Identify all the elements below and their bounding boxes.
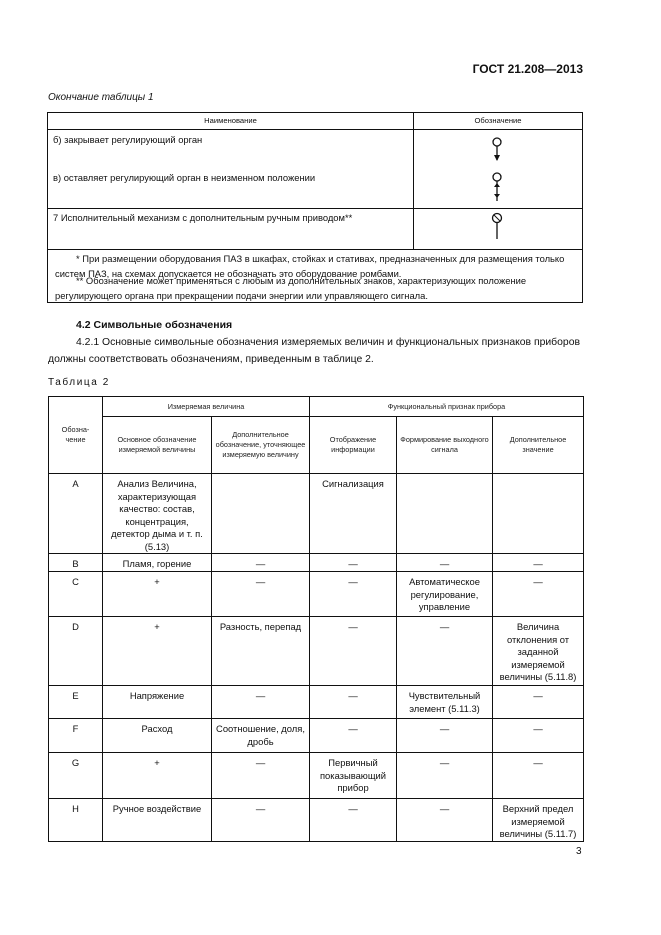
cell-output: — [397,719,493,753]
table2-header-output: Формирование выходного сигнала [397,417,493,474]
cell-output: Автоматическое регулирование, управление [397,572,493,617]
table1-row-name: б) закрывает регулирующий орган [53,134,203,145]
table2-header-measured: Измеряемая величина [103,397,310,417]
document-code: ГОСТ 21.208—2013 [472,62,583,76]
cell-basic: Расход [103,719,212,753]
cell-display: — [310,799,397,842]
valve-closes-icon [487,136,507,168]
cell-additional: Разность, перепад [212,617,310,686]
table1-row-name: 7 Исполнительный механизм с дополнительным ручным приводом** [53,212,353,223]
cell-basic: Ручное воздействие [103,799,212,842]
cell-code: E [49,686,103,719]
table2-header-extra: Дополнительное значение [493,417,584,474]
table2-header-display: Отображение информации [310,417,397,474]
cell-display: — [310,572,397,617]
table2-header-designation: Обозна-чение [49,397,103,474]
cell-extra: — [493,719,584,753]
cell-code: B [49,554,103,572]
cell-basic: + [103,753,212,799]
table1-note: ** Обозначение может применяться с любым из дополнительных знаков, характеризующих положение регулирующего органа при прекращении подачи энергии или управляющего сигнала. [55,275,527,301]
cell-code: F [49,719,103,753]
cell-additional: — [212,799,310,842]
table2-label: Таблица 2 [48,377,110,388]
table-row [49,753,584,799]
cell-additional [212,474,310,554]
table-row [49,554,584,572]
cell-extra: Величина отклонения от заданной измеряемой величины (5.11.8) [493,617,584,686]
table-row [49,799,584,842]
cell-additional: — [212,572,310,617]
cell-extra: — [493,753,584,799]
cell-output: — [397,554,493,572]
cell-code: A [49,474,103,554]
table-row [49,572,584,617]
cell-extra: — [493,554,584,572]
valve-stays-icon [487,171,507,205]
cell-code: D [49,617,103,686]
table-row [49,474,584,554]
cell-extra: Верхний предел измеряемой величины (5.11.7) [493,799,584,842]
cell-basic: Анализ Величина, характеризующая качество: состав, концентрация, детектор дыма и т. п. (5.13) [103,474,212,554]
cell-additional: — [212,554,310,572]
cell-output [397,474,493,554]
cell-code: G [49,753,103,799]
cell-output: — [397,753,493,799]
cell-display: Сигнализация [310,474,397,554]
cell-output: — [397,617,493,686]
cell-display: — [310,686,397,719]
table1-header-symbol: Обозначение [474,116,522,125]
cell-basic: Пламя, горение [103,554,212,572]
cell-extra: — [493,686,584,719]
manual-actuator-icon [487,211,507,243]
section-paragraph: 4.2.1 Основные символьные обозначения измеряемых величин и функциональных признаков приборов должны соответствовать обозначениям, приведенным в таблице 2. [48,337,580,365]
table-row [49,617,584,686]
cell-display: — [310,554,397,572]
cell-additional: — [212,753,310,799]
page-number: 3 [576,846,582,857]
cell-code: C [49,572,103,617]
table2-header-functional: Функциональный признак прибора [310,397,584,417]
cell-extra: — [493,572,584,617]
table-row [49,719,584,753]
cell-additional: — [212,686,310,719]
table2-header-additional: Дополнительное обозначение, уточняющее измеряемую величину [212,417,310,474]
cell-display: Первичный показывающий прибор [310,753,397,799]
table2-header-basic: Основное обозначение измеряемой величины [103,417,212,474]
cell-display: — [310,719,397,753]
cell-output: — [397,799,493,842]
table1-row-name: в) оставляет регулирующий орган в неизменном положении [53,172,316,183]
table1-note: * При размещении оборудования ПАЗ в шкафах, стойках и стативах, предназначенных для размещения только систем ПАЗ, на схемах допускается не обозначать это оборудование ромбами. [55,253,565,279]
cell-code: H [49,799,103,842]
cell-basic: Напряжение [103,686,212,719]
cell-display: — [310,617,397,686]
table-continuation-caption: Окончание таблицы 1 [48,92,154,103]
cell-basic: + [103,617,212,686]
cell-output: Чувствительный элемент (5.11.3) [397,686,493,719]
table2 [48,396,584,842]
section-heading: 4.2 Символьные обозначения [76,319,233,331]
cell-basic: + [103,572,212,617]
table-row [49,686,584,719]
cell-additional: Соотношение, доля, дробь [212,719,310,753]
cell-extra [493,474,584,554]
table1-header-name: Наименование [204,116,257,125]
